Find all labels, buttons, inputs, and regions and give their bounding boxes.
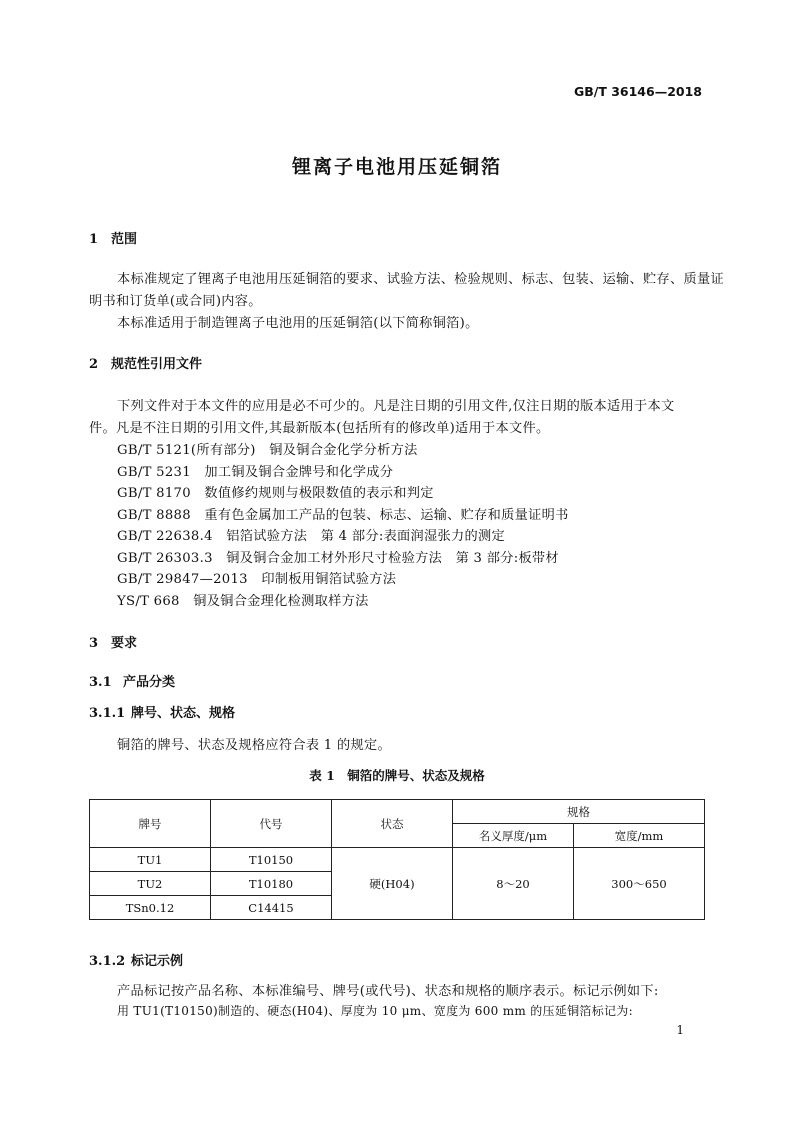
table-cell-code: T10150 — [211, 848, 332, 872]
section-3-heading — [89, 632, 137, 651]
section-title: 牌号、状态、规格 — [131, 706, 236, 721]
table-header-width: 宽度/mm — [574, 824, 705, 848]
reference-item — [117, 547, 559, 566]
document-title: 锂离子电池用压延铜箔 — [291, 156, 502, 178]
section-1-heading — [89, 228, 137, 247]
table-cell-grade: TU1 — [90, 848, 211, 872]
subsection-3-1-heading — [89, 671, 175, 690]
subsection-3-1-1-heading — [89, 702, 235, 721]
reference-item — [117, 482, 434, 501]
section-title: 规范性引用文件 — [111, 357, 203, 372]
table-header-grade: 牌号 — [90, 800, 211, 848]
standard-code: GB/T 36146—2018 — [573, 84, 702, 99]
table-header-code: 代号 — [211, 800, 332, 848]
section-title: 产品分类 — [123, 675, 176, 690]
reference-item — [117, 439, 418, 458]
section-number: 3.1.2 — [89, 954, 126, 969]
page-number: 1 — [676, 1023, 684, 1037]
reference-code: YS/T 668 — [117, 594, 180, 609]
table-row — [90, 848, 705, 872]
reference-title: 数值修约规则与极限数值的表示和判定 — [204, 486, 434, 501]
paragraph-line: 明书和订货单(或合同)内容。 — [89, 294, 262, 309]
reference-item — [117, 568, 396, 587]
section-number: 3.1.1 — [89, 706, 126, 721]
specification-table — [89, 799, 705, 920]
reference-title: 铜及铜合金加工材外形尺寸检验方法 第 3 部分:板带材 — [226, 551, 559, 566]
table-header-temper: 状态 — [332, 800, 453, 848]
reference-code: GB/T 8170 — [117, 486, 191, 501]
table-cell-temper: 硬(H04) — [332, 848, 453, 920]
subsection-3-1-2-heading — [89, 950, 183, 969]
reference-code: GB/T 29847—2013 — [117, 572, 248, 587]
paragraph-line: 用 TU1(T10150)制造的、硬态(H04)、厚度为 10 μm、宽度为 600 mm 的压延铜箔标记为: — [117, 1004, 633, 1018]
section-title: 范围 — [111, 232, 138, 247]
section-number: 3.1 — [89, 675, 112, 690]
reference-title: 加工铜及铜合金牌号和化学成分 — [204, 465, 394, 480]
paragraph-line: 本标准规定了锂离子电池用压延铜箔的要求、试验方法、检验规则、标志、包装、运输、贮存、质量证 — [117, 272, 724, 287]
reference-title: 重有色金属加工产品的包装、标志、运输、贮存和质量证明书 — [204, 508, 569, 523]
reference-code: GB/T 8888 — [117, 508, 191, 523]
reference-code: GB/T 22638.4 — [117, 529, 213, 544]
reference-title: 铜及铜合金理化检测取样方法 — [193, 594, 369, 609]
section-number: 3 — [89, 636, 99, 651]
section-2-heading — [89, 353, 202, 372]
paragraph-line: 本标准适用于制造锂离子电池用的压延铜箔(以下简称铜箔)。 — [117, 316, 479, 331]
section-title: 要求 — [111, 636, 138, 651]
reference-code: GB/T 5231 — [117, 465, 191, 480]
section-number: 2 — [89, 357, 99, 372]
reference-item — [117, 461, 393, 480]
reference-item — [117, 504, 569, 523]
table-cell-code: T10180 — [211, 872, 332, 896]
table-header-spec: 规格 — [453, 800, 705, 824]
reference-title: 铝箔试验方法 第 4 部分:表面润湿张力的测定 — [226, 529, 505, 544]
reference-item — [117, 590, 369, 609]
paragraph-line: 产品标记按产品名称、本标准编号、牌号(或代号)、状态和规格的顺序表示。标记示例如下: — [117, 984, 659, 999]
table-caption: 表 1 铜箔的牌号、状态及规格 — [309, 768, 485, 783]
table-header-thickness: 名义厚度/μm — [453, 824, 574, 848]
reference-code: GB/T 5121(所有部分) — [117, 443, 256, 458]
table-cell-thickness: 8～20 — [453, 848, 574, 920]
paragraph-line: 铜箔的牌号、状态及规格应符合表 1 的规定。 — [117, 738, 391, 753]
reference-title: 印制板用铜箔试验方法 — [261, 572, 397, 587]
table-cell-width: 300～650 — [574, 848, 705, 920]
table-cell-grade: TSn0.12 — [90, 896, 211, 920]
reference-item — [117, 525, 505, 544]
paragraph-line: 件。凡是不注日期的引用文件,其最新版本(包括所有的修改单)适用于本文件。 — [89, 421, 550, 436]
table-cell-grade: TU2 — [90, 872, 211, 896]
reference-code: GB/T 26303.3 — [117, 551, 213, 566]
reference-title: 铜及铜合金化学分析方法 — [269, 443, 418, 458]
table-cell-code: C14415 — [211, 896, 332, 920]
section-number: 1 — [89, 232, 99, 247]
paragraph-line: 下列文件对于本文件的应用是必不可少的。凡是注日期的引用文件,仅注日期的版本适用于本文 — [117, 399, 675, 414]
section-title: 标记示例 — [131, 954, 184, 969]
